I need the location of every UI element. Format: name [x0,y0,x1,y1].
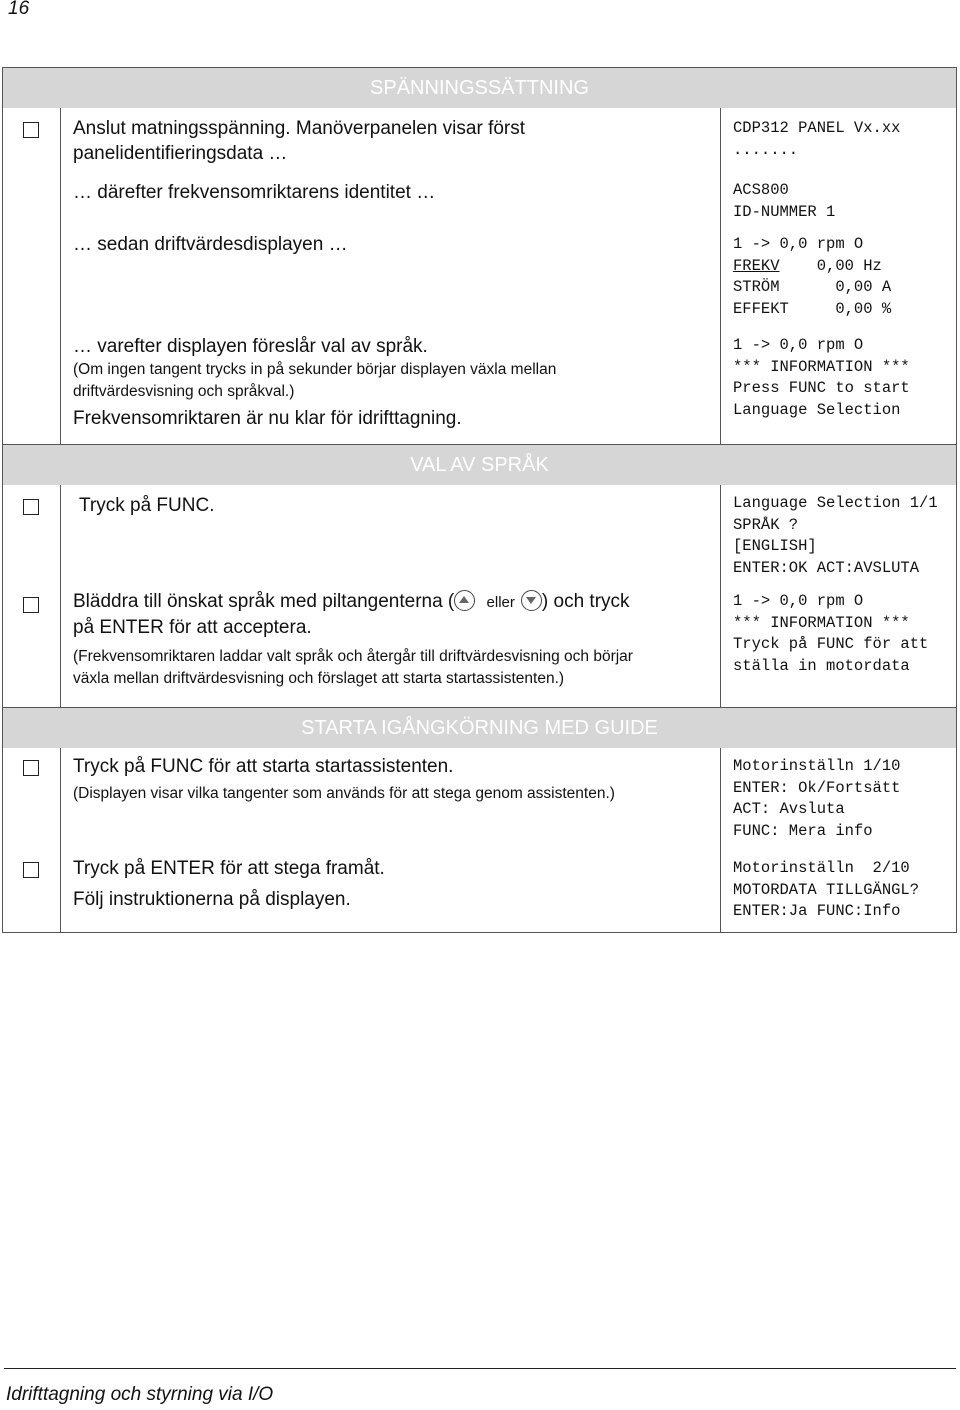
step-text: Tryck på ENTER för att stega framåt. [73,858,385,879]
step-text: … sedan driftvärdesdisplayen … [73,234,348,255]
panel-display-line: MOTORDATA TILLGÄNGL? [733,880,920,899]
section-header-guided-start [3,708,957,749]
step-row [3,585,957,708]
checkbox[interactable] [23,760,39,776]
panel-display-line: ENTER: Ok/Fortsätt [733,778,901,797]
frekv-value: 0,00 Hz [779,256,882,275]
checkbox[interactable] [23,597,39,613]
section-title: VAL AV SPRÅK [410,453,549,476]
panel-display-line: 1 -> 0,0 rpm O [733,592,864,610]
step-row [3,485,957,585]
panel-display-line: Motorinställn 1/10 [733,757,901,775]
step-text: Anslut matningsspänning. Manöverpanelen visar först [73,118,526,139]
panel-display-line: ACT: Avsluta [733,800,845,818]
panel-display-line: ENTER:OK ACT:AVSLUTA [733,558,920,577]
step-text-part: ) och tryck [541,591,630,612]
panel-display-line: STRÖM 0,00 A [733,278,892,296]
panel-display-line: Language Selection [733,400,901,419]
step-row [3,174,957,232]
panel-display-line: SPRÅK ? [733,515,799,534]
panel-display-line: ID-NUMMER 1 [733,202,836,221]
panel-display-line: 1 -> 0,0 rpm O [733,235,864,253]
panel-display-line: ställa in motordata [733,656,910,675]
step-row [3,332,957,445]
arrow-up-icon [454,590,475,611]
panel-display-line: Motorinställn 2/10 [733,859,910,877]
footer-chapter-title: Idrifttagning och styrning via I/O [6,1384,274,1405]
step-text: Tryck på FUNC. [79,495,215,516]
step-text: Frekvensomriktaren är nu klar för idrifttagning. [73,408,462,429]
step-row [3,108,957,174]
step-text: … varefter displayen föreslår val av språk. [73,336,428,357]
panel-display-line: ENTER:Ja FUNC:Info [733,902,901,920]
frekv-label: FREKV [733,256,780,275]
panel-display-line: 1 -> 0,0 rpm O [733,336,864,354]
panel-display-line: EFFEKT 0,00 % [733,299,892,318]
step-note: (Frekvensomriktaren laddar valt språk och återgår till driftvärdesvisning och börjar [73,648,633,665]
panel-display-line: Tryck på FUNC för att [733,635,929,653]
panel-display-line: Language Selection 1/1 [733,494,938,512]
panel-display-line: *** INFORMATION *** [733,613,910,632]
step-text: Följ instruktionerna på displayen. [73,889,351,910]
step-text [73,589,720,615]
panel-display-line [733,256,956,278]
section-title: STARTA IGÅNGKÖRNING MED GUIDE [301,716,658,739]
panel-display-line: [ENGLISH] [733,537,817,555]
step-text: på ENTER för att acceptera. [73,617,312,638]
panel-display-line: CDP312 PANEL Vx.xx [733,119,901,137]
step-note: växla mellan driftvärdesvisning och förslaget att starta startassistenten.) [73,670,565,687]
section-header-power-on [3,68,957,109]
panel-display-line: *** INFORMATION *** [733,357,910,376]
footer-divider [4,1368,956,1369]
page-number: 16 [8,0,30,19]
checkbox[interactable] [23,122,39,138]
step-note: (Displayen visar vilka tangenter som används för att stega genom assistenten.) [73,785,615,802]
checkbox[interactable] [23,499,39,515]
step-text: … därefter frekvensomriktarens identitet … [73,182,436,203]
panel-display-line: ACS800 [733,181,789,199]
arrow-down-icon [521,590,542,611]
panel-display-line: FUNC: Mera info [733,821,873,840]
step-row [3,850,957,933]
step-row [3,748,957,850]
checkbox[interactable] [23,862,39,878]
section-title: SPÄNNINGSSÄTTNING [370,76,589,99]
panel-display-line: Press FUNC to start [733,379,910,397]
panel-display-line: ....... [733,140,799,159]
step-note: driftvärdesvisning och språkval.) [73,383,295,400]
step-row [3,232,957,332]
step-text: Tryck på FUNC för att starta startassistenten. [73,756,454,777]
step-text: panelidentifieringsdata … [73,143,288,164]
section-header-language [3,445,957,486]
or-label: eller [486,594,515,611]
step-note: (Om ingen tangent trycks in på sekunder börjar displayen växla mellan [73,361,557,378]
commissioning-table [2,67,957,933]
step-text-part: Bläddra till önskat språk med piltangenterna ( [73,591,455,612]
